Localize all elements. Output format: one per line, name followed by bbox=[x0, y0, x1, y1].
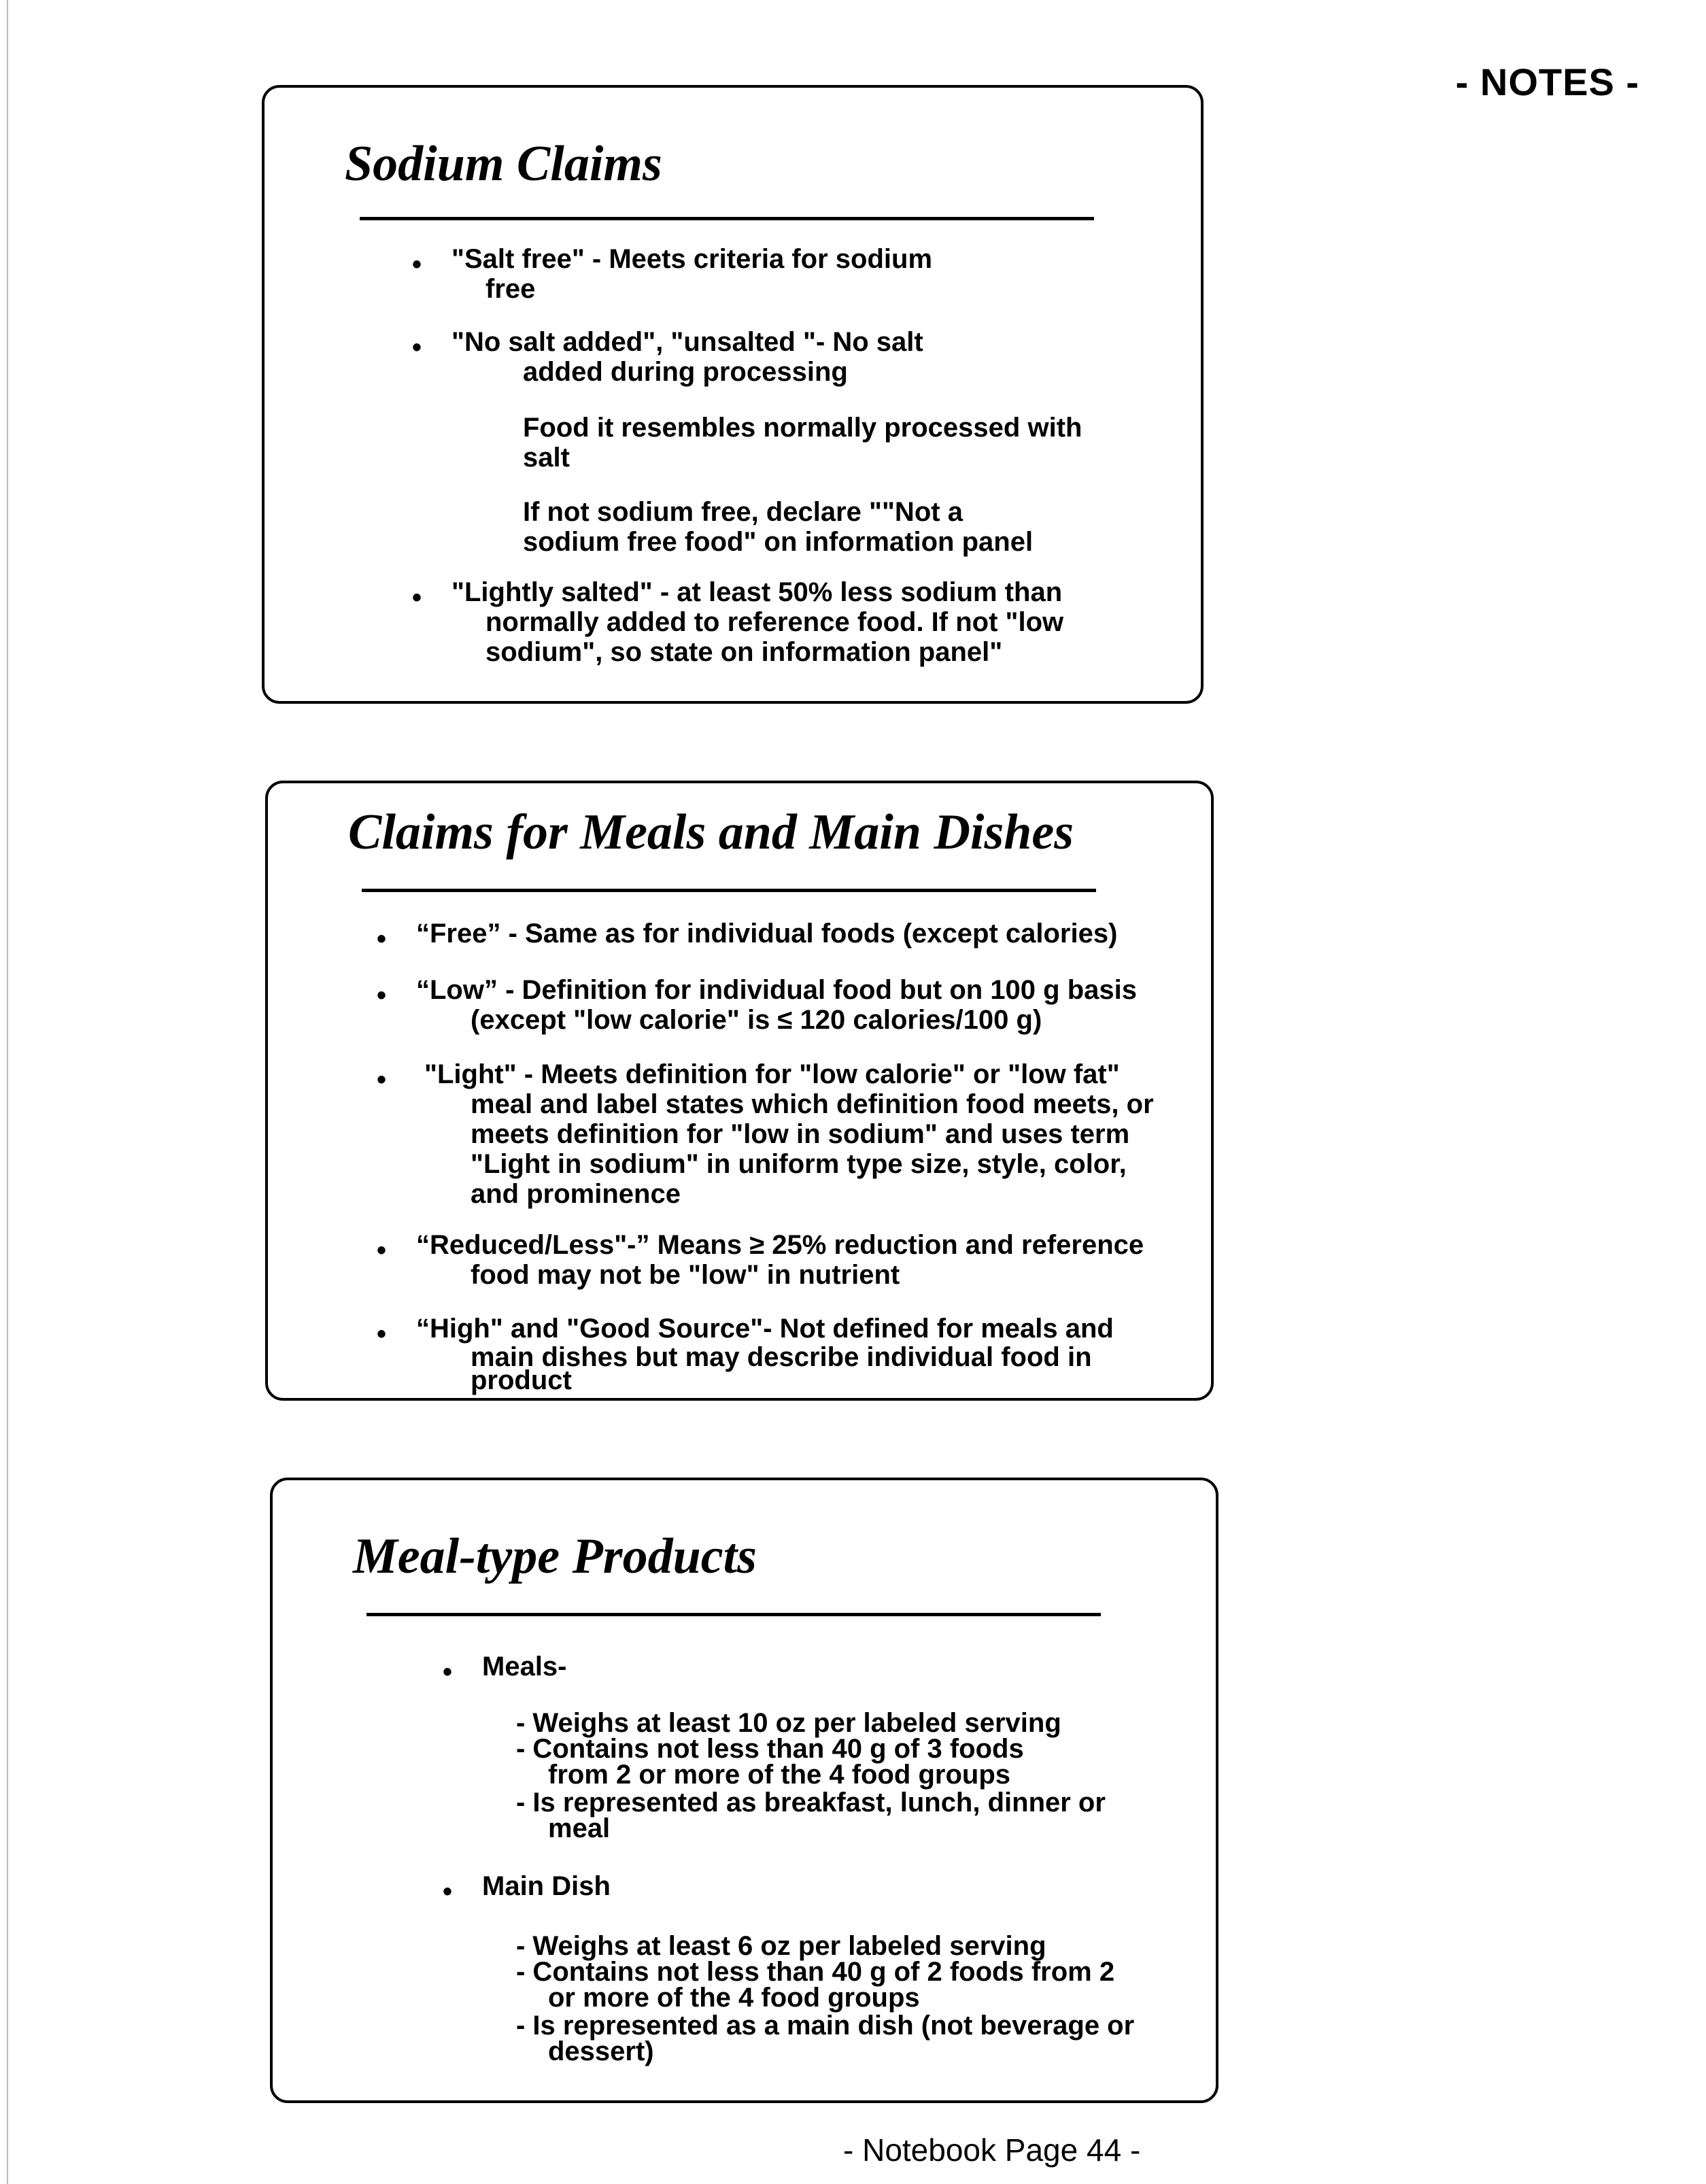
product-line: - Is represented as breakfast, lunch, dinner or bbox=[516, 1788, 1106, 1818]
bullet-icon: • bbox=[377, 980, 387, 1010]
product-line: - Weighs at least 10 oz per labeled serving bbox=[516, 1708, 1061, 1738]
claim-line: "Salt free" - Meets criteria for sodium bbox=[451, 244, 933, 274]
claim-line: "Light" - Meets definition for "low calorie" or "low fat" bbox=[424, 1059, 1120, 1089]
claim-line: product bbox=[471, 1365, 572, 1395]
claim-line: free bbox=[485, 274, 536, 304]
claim-line: “Free” - Same as for individual foods (except calories) bbox=[416, 919, 1118, 949]
bullet-icon: • bbox=[412, 583, 422, 613]
notes-heading: - NOTES - bbox=[1455, 61, 1639, 103]
bullet-icon: • bbox=[377, 924, 387, 954]
product-line: Main Dish bbox=[482, 1871, 611, 1901]
panel-title: Claims for Meals and Main Dishes bbox=[348, 804, 1074, 860]
claim-line: sodium", so state on information panel" bbox=[485, 637, 1003, 667]
sodium-claims-panel bbox=[262, 85, 1204, 704]
claim-line: and prominence bbox=[471, 1179, 681, 1209]
claim-line: salt bbox=[523, 443, 570, 473]
claim-line: "Light in sodium" in uniform type size, style, color, bbox=[471, 1149, 1127, 1179]
claim-line: meal and label states which definition food meets, or bbox=[471, 1089, 1154, 1119]
product-line: - Contains not less than 40 g of 3 foods bbox=[516, 1734, 1024, 1764]
product-line: - Contains not less than 40 g of 2 foods from 2 bbox=[516, 1957, 1115, 1987]
claim-line: “Reduced/Less"-” Means ≥ 25% reduction and reference bbox=[416, 1230, 1144, 1260]
bullet-icon: • bbox=[377, 1235, 387, 1265]
product-line: dessert) bbox=[548, 2036, 654, 2066]
product-line: - Weighs at least 6 oz per labeled serving bbox=[516, 1931, 1046, 1961]
bullet-icon: • bbox=[377, 1065, 387, 1095]
claim-line: main dishes but may describe individual food in bbox=[471, 1342, 1092, 1372]
page-number-footer: - Notebook Page 44 - bbox=[843, 2132, 1141, 2168]
claim-line: "No salt added", "unsalted "- No salt bbox=[451, 327, 923, 357]
claim-line: normally added to reference food. If not "low bbox=[485, 607, 1064, 637]
claim-line: “Low” - Definition for individual food but on 100 g basis bbox=[416, 975, 1137, 1005]
bullet-icon: • bbox=[443, 1877, 453, 1907]
claim-line: “High" and "Good Source"- Not defined for meals and bbox=[416, 1314, 1114, 1344]
panel-title: Sodium Claims bbox=[345, 136, 662, 192]
bullet-icon: • bbox=[443, 1657, 453, 1687]
meal-type-products-panel bbox=[270, 1478, 1218, 2103]
product-line: Meals- bbox=[482, 1652, 567, 1682]
product-line: meal bbox=[548, 1813, 611, 1843]
page-edge-line bbox=[7, 0, 8, 2184]
claim-line: sodium free food" on information panel bbox=[523, 527, 1034, 557]
title-underline bbox=[360, 217, 1094, 220]
product-line: - Is represented as a main dish (not beverage or bbox=[516, 2011, 1135, 2041]
bullet-icon: • bbox=[377, 1319, 387, 1349]
claim-line: Food it resembles normally processed with bbox=[523, 413, 1082, 443]
panel-title: Meal-type Products bbox=[353, 1529, 757, 1584]
product-line: from 2 or more of the 4 food groups bbox=[548, 1760, 1011, 1790]
bullet-icon: • bbox=[412, 332, 422, 362]
title-underline bbox=[366, 1613, 1101, 1616]
claim-line: added during processing bbox=[523, 357, 848, 387]
claim-line: meets definition for "low in sodium" and uses term bbox=[471, 1119, 1130, 1149]
meals-main-dishes-panel bbox=[265, 781, 1214, 1401]
claim-line: "Lightly salted" - at least 50% less sodium than bbox=[451, 577, 1063, 607]
claim-line: food may not be "low" in nutrient bbox=[471, 1260, 900, 1290]
product-line: or more of the 4 food groups bbox=[548, 1983, 920, 2013]
title-underline bbox=[362, 889, 1096, 892]
claim-line: If not sodium free, declare ""Not a bbox=[523, 497, 963, 527]
claim-line: (except "low calorie" is ≤ 120 calories/100 g) bbox=[471, 1005, 1042, 1035]
bullet-icon: • bbox=[412, 250, 422, 279]
